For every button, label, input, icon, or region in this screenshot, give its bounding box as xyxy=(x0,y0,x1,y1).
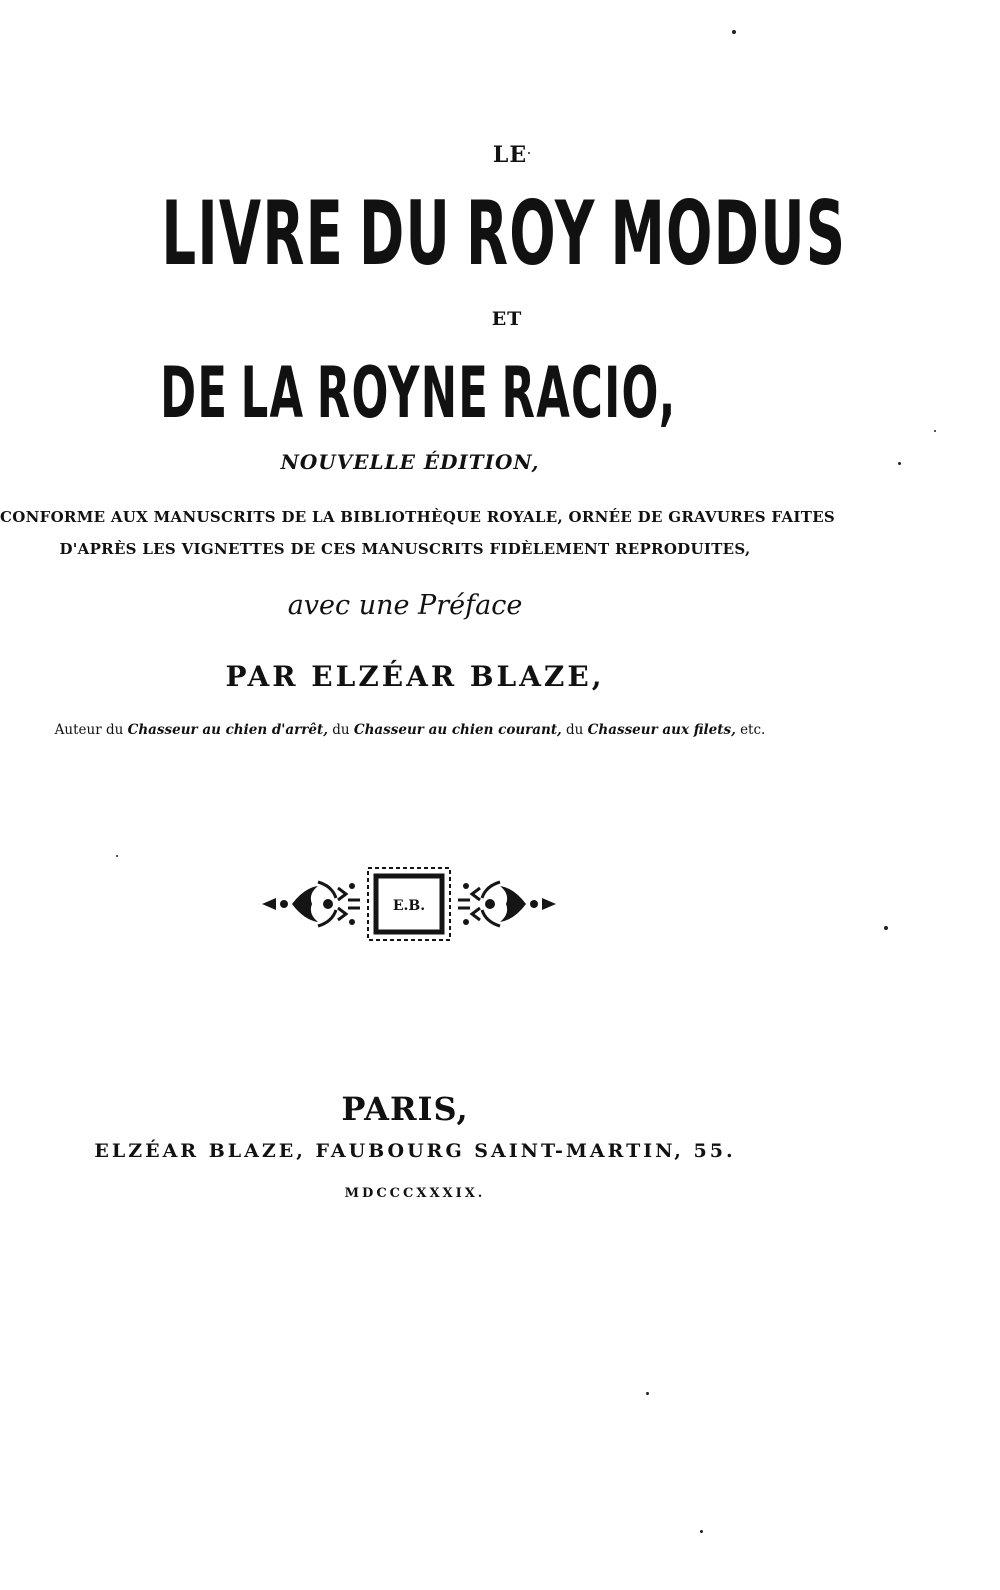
scan-speck xyxy=(884,926,888,930)
title-word: MODUS xyxy=(610,182,847,285)
scan-speck xyxy=(116,855,118,857)
printers-ornament-icon xyxy=(256,862,562,946)
title-word: ROY xyxy=(465,182,596,285)
author-works-prefix: Auteur du xyxy=(54,722,128,738)
scan-speck xyxy=(700,1530,703,1533)
author-work-title: Chasseur au chien courant, xyxy=(353,722,562,738)
main-title-line-1 xyxy=(154,182,847,285)
title-word: LIVRE xyxy=(161,182,345,285)
title-word: LA xyxy=(240,352,305,434)
author-works-separator: du xyxy=(561,722,588,738)
title-word: DU xyxy=(358,182,452,285)
author-work-title: Chasseur au chien d'arrêt, xyxy=(127,722,328,738)
title-word: ROYNE xyxy=(316,352,490,434)
scan-speck xyxy=(934,430,936,432)
title-word: DE xyxy=(160,352,229,434)
author-works-separator: du xyxy=(327,722,354,738)
author-works-suffix: etc. xyxy=(735,722,766,738)
description-line-1: CONFORME AUX MANUSCRITS DE LA BIBLIOTHÈQUE ROYALE, ORNÉE DE GRAVURES FAITES xyxy=(0,508,836,526)
title-article: LE xyxy=(492,142,528,168)
title-conjunction: ET xyxy=(491,308,523,330)
main-title-line-2 xyxy=(154,352,677,434)
scan-speck xyxy=(528,152,530,154)
scan-speck xyxy=(898,462,901,465)
ornament-monogram: E.B. xyxy=(392,898,426,914)
title-word: RACIO, xyxy=(501,352,677,434)
description-line-2: D'APRÈS LES VIGNETTES DE CES MANUSCRITS FIDÈLEMENT REPRODUITES, xyxy=(59,540,751,558)
scan-speck xyxy=(732,30,736,34)
author-statement: PAR ELZÉAR BLAZE, xyxy=(225,660,605,693)
author-works xyxy=(0,722,820,738)
scan-speck xyxy=(646,1392,649,1395)
imprint-publisher: ELZÉAR BLAZE, FAUBOURG SAINT-MARTIN, 55. xyxy=(94,1140,736,1162)
author-work-title: Chasseur aux filets, xyxy=(587,722,736,738)
edition-statement: NOUVELLE ÉDITION, xyxy=(280,450,540,474)
imprint-place: PARIS, xyxy=(341,1090,469,1128)
preface-note: avec une Préface xyxy=(287,590,523,621)
imprint-year: MDCCCXXXIX. xyxy=(344,1186,486,1201)
